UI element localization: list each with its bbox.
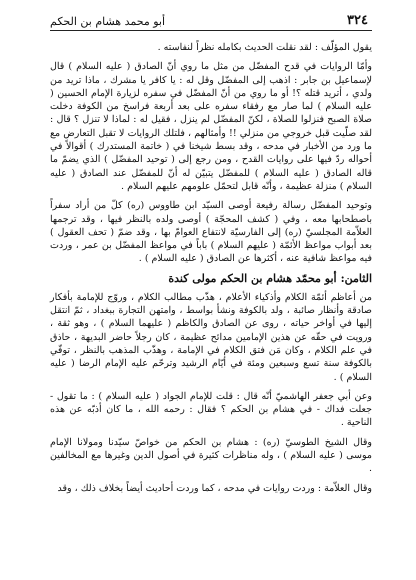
section-number: الثامن: xyxy=(340,271,372,285)
section-title: أبو محمّد هشام بن الحكم مولى كندة xyxy=(168,271,337,285)
section-heading xyxy=(50,272,372,285)
paragraph-tusi: وقال الشيخ الطوسيّ (ره) : هشام بن الحكم من خواصّ سيّدنا ومولانا الإمام موسى ( عليه السلام ) ، وله مناظرات كثيرة في أصول الدين وغيرها مع المخالفين . xyxy=(50,436,372,475)
page-header xyxy=(50,10,372,31)
running-title: أبو محمد هشام بن الحكم xyxy=(50,15,166,28)
paragraph-mufaddal-narrations: وأمّا الروايات في قدح المفضّل من مثل ما روي أنّ الصادق ( عليه السلام ) قال لإسماعيل بن جابر : اذهب إلى المفضّل وقل له : يا كافر يا مشرك ، ماذا تريد من ولدي ، أتريد قتله ؟! أو ما روي من أنّ المفضّل في سفره لزيارة الإمام الحسين ( عليه السلام ) لما صار مع رفقاء سفره على بعد أربعة فراسخ من الكوفة دخلت صلاة الصبح فنزلوا للصلاة ، لكنّ المفضّل لم ينزل ، فقيل له : لماذا لا تنزل ؟ قال : لقد صلّيت قبل خروجي من منزلي !! وأمثالهم ، فلتلك الروايات لا تقبل التعارض مع ما ورد من الأخبار في مدحه ، وقد بسط شيخنا في ( خاتمة المستدرك ) أقوالاً في أحواله ردّ فيها على روايات القدح ، ومن رجع إلى ( توحيد المفضّل ) الذي يضمّ ما قاله الصادق ( عليه السلام ) للمفضّل يتبيّن له أنّ للمفضّل عند الصادق ( عليه السلام ) منزلة عظيمة ، وأنّه قابل لتحمّل علومهم عليهم السلام . xyxy=(50,61,372,192)
paragraph-tawhid-mufaddal: وتوحيد المفضّل رسالة رفيعة أوصى السيّد ابن طاووس (ره) كلّ من أراد سفراً باصطحابها معه ، وفي ( كشف المحجّة ) أوصى ولده بالنظر فيها ، وقد ترجمها العلاّمة المجلسيّ (ره) إلى الفارسيّة لانتفاع العوامّ بها ، وقد ضمّ ( تحف العقول ) بعد أبواب مواعظ الأئمّة ( عليهم السلام ) باباً في مواعظ المفضّل بن عمر ، وردت فيه مواعظ شافية عنه ، أكثرها عن الصادق ( عليه السلام ) . xyxy=(50,200,372,265)
page-number: ٣٢٤ xyxy=(347,13,368,28)
paragraph-allama: وقال العلاّمة : وردت روايات في مدحه ، كما وردت أحاديث أيضاً بخلاف ذلك ، وقد xyxy=(57,482,372,494)
paragraph-author-note: يقول المؤلّف : لقد نقلت الحديث بكامله نظراً لنفاسته . xyxy=(157,42,372,53)
paragraph-hisham-bio: من أعاظم أئمّة الكلام وأذكياء الأعلام ، هذّب مطالب الكلام ، وروّج للإمامة بأفكار صادقة وأنظار صائبة ، ولد بالكوفة ونشأ بواسط ، وامتهن التجارة ببغداد ، ثمّ انتقل إليها في أواخر حياته ، روى عن الصادق والكاظم ( عليهما السلام ) ، وهو ثقة ، ورويت في حقّه عن هذين الإمامين مدائح عظيمة ، كان رجلاً حاضر البديهة ، حاذق في علم الكلام ، وكان مَن فتق الكلام في الإمامة ، وهذّب المذهب بالنظر ، توفّي بالكوفة سنة تسع وسبعين ومئة في أيّام الرشيد وترحّم عليه الإمام الرضا ( عليه السلام ) . xyxy=(50,291,372,383)
paragraph-abu-jafar: وعن أبي جعفر الهاشميّ أنّه قال : قلت للإمام الجواد ( عليه السلام ) : ما تقول - جعلت فداك - في هشام بن الحكم ؟ فقال : رحمه الله ، ما كان أذبّه عن هذه الناحية . xyxy=(50,390,372,429)
